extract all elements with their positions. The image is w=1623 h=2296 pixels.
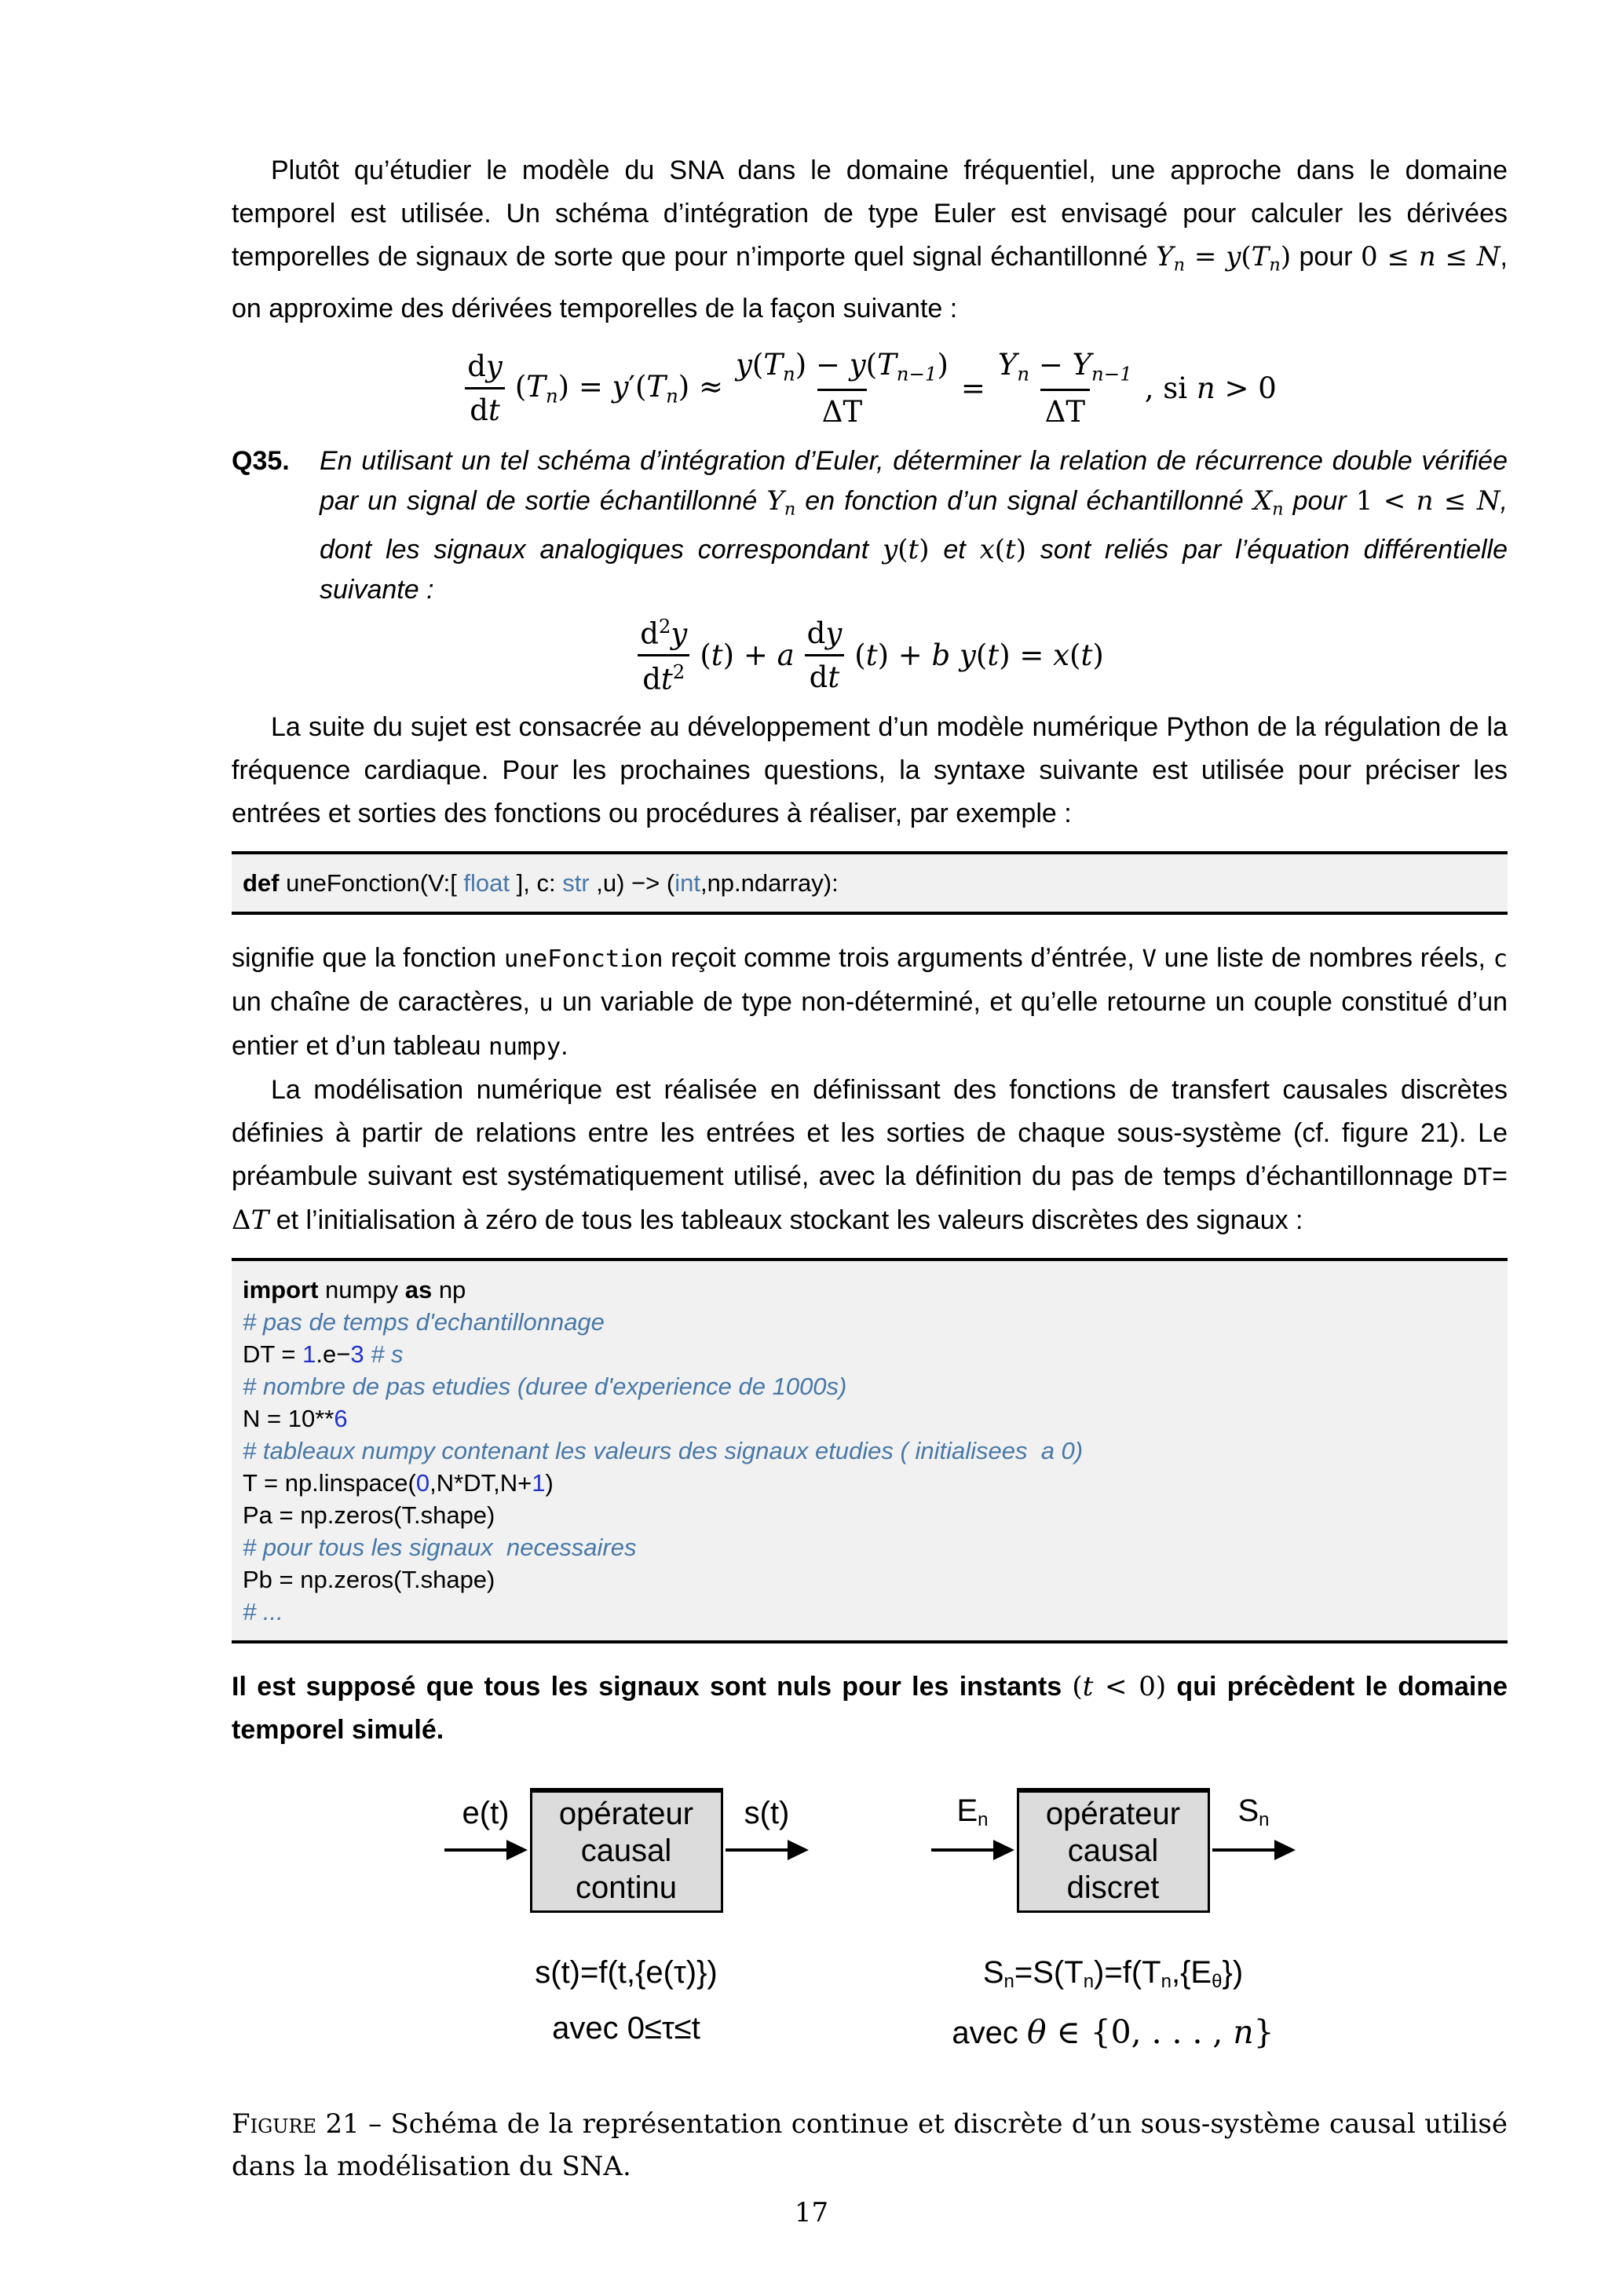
denominator: dt (805, 654, 845, 694)
operator-box (1017, 1788, 1210, 1913)
figure-21 (232, 1788, 1508, 2051)
numerator: dy (467, 349, 503, 383)
input-side (442, 1796, 530, 1852)
input-label: e(t) (462, 1796, 510, 1831)
fraction-diff-y (731, 348, 953, 429)
code-line: N = 10**6 (243, 1404, 348, 1432)
paragraph-modelisation: La modélisation numérique est réalisée en définissant des fonctions de transfert causales discrètes définies à partir de relations entre les entrées et les sorties de chaque sous-système (cf. figure 21). Le préambule suivant est systématiquement utilisé, avec la définition du pas de temps d’échantillonnage DT= ΔT et l’initialisation à zéro de tous les tableaux stockant les valeurs discrètes des signaux : (232, 1074, 1508, 1236)
code-line: # pas de temps d'echantillonnage (243, 1307, 605, 1336)
code-block-signature (232, 851, 1508, 915)
equation-condition: , si n > 0 (1144, 371, 1277, 405)
continuous-formula: s(t)=f(t,{e(τ)}) (535, 1954, 718, 1990)
output-label: s(t) (744, 1796, 790, 1831)
code-line: Pb = np.zeros(T.shape) (243, 1565, 495, 1593)
fraction-d2y-dt2 (635, 615, 692, 696)
figure-caption: Figure 21 – Schéma de la représentation continue et discrète d’un sous-système causal utilisé dans la modélisation du SNA. (232, 2108, 1508, 2182)
code-line: T = np.linspace(0,N*DT,N+1) (243, 1468, 554, 1497)
code-line: # nombre de pas etudies (duree d'experience de 1000s) (243, 1372, 847, 1400)
code-line: # pour tous les signaux necessaires (243, 1533, 637, 1561)
denominator: $dt^2$ (638, 654, 689, 696)
code-block-preamble (232, 1258, 1508, 1643)
equation-middle: (t) + a (700, 638, 795, 673)
page-number: 17 (794, 2197, 829, 2228)
equals-sign: = (960, 371, 985, 405)
arrow-right-icon (726, 1848, 788, 1852)
denominator: dt (465, 387, 505, 427)
diagram-discrete (929, 1788, 1298, 2051)
operator-box-line: causal (580, 1834, 672, 1869)
numerator: $d^2y$ (640, 614, 688, 651)
diagram-continuous (442, 1788, 811, 2051)
operator-box-line: continu (576, 1870, 677, 1906)
paragraph-intro: Plutôt qu’étudier le modèle du SNA dans le domaine fréquentiel, une approche dans le domaine temporel est utilisée. Un schéma d’intégration de type Euler est envisagé pour calculer les dérivées temporelles de signaux de sorte que pour n’importe quel signal échantillonné $Y_n = y(T_n)$ pour 0 ≤ n ≤ N, on approxime des dérivées temporelles de la façon suivante : (232, 155, 1508, 324)
operator-box-line: discret (1066, 1870, 1160, 1906)
continuous-condition: avec 0≤τ≤t (552, 2010, 700, 2046)
input-label: En (956, 1793, 989, 1831)
code-line: Pa = np.zeros(T.shape) (243, 1501, 495, 1529)
operator-box-line: opérateur (1045, 1797, 1181, 1832)
arrow-right-icon (1212, 1848, 1275, 1852)
denominator: ΔT (1040, 389, 1090, 429)
equation-middle: $(T_n) = y'(T_n)$ ≈ (514, 369, 723, 408)
output-side (1210, 1793, 1298, 1852)
operator-box-line: causal (1067, 1834, 1159, 1869)
equation-ode (232, 615, 1508, 696)
output-side (723, 1796, 811, 1852)
input-side (929, 1793, 1017, 1852)
code-line: import numpy as np (243, 1275, 466, 1303)
diagram-row (442, 1788, 811, 1913)
discrete-formula: Sn=S(Tn)=f(Tn,{Eθ}) (982, 1954, 1244, 1992)
arrow-right-icon (931, 1848, 994, 1852)
content-column (232, 0, 1508, 2188)
equation-euler (232, 348, 1508, 429)
fraction-diff-Y (993, 348, 1137, 429)
paragraph-suite: La suite du sujet est consacrée au développement d’un modèle numérique Python de la régulation de la fréquence cardiaque. Pour les prochaines questions, la syntaxe suivante est utilisée pour préciser les entrées et sorties des fonctions ou procédures à réaliser, par exemple : (232, 711, 1508, 828)
code-line: def uneFonction(V:[ float ], c: str ,u) −> (int,np.ndarray): (243, 868, 839, 897)
operator-box (530, 1788, 723, 1913)
numerator: $y(T_n) - y(T_{n-1})$ (736, 347, 949, 386)
numerator: dy (806, 616, 843, 651)
q35-text: En utilisant un tel schéma d’intégration d’Euler, déterminer la relation de récurrence double vérifiée par un signal de sortie échantillonné $Y_n$ en fonction d’un signal échantillonné $X_n$ pour 1 < n ≤ N, dont les signaux analogiques correspondant y(t) et x(t) sont reliés par l’équation différentielle suivante : (320, 446, 1508, 605)
operator-box-line: opérateur (558, 1797, 694, 1832)
note-bold: Il est supposé que tous les signaux sont nuls pour les instants (t < 0) qui précèdent le domaine temporel simulé. (232, 1670, 1508, 1745)
discrete-condition: avec θ ∈ {0, . . . , n} (952, 2013, 1274, 2051)
code-line: # tableaux numpy contenant les valeurs des signaux etudies ( initialisees a 0) (243, 1436, 1084, 1464)
diagram-row (929, 1788, 1298, 1913)
numerator: $Y_n - Y_{n-1}$ (997, 347, 1132, 386)
paragraph-signifie: signifie que la fonction uneFonction reçoit comme trois arguments d’éntrée, V une liste de nombres réels, c un chaîne de caractères, u un variable de type non-déterminé, et qu’elle retourne un couple constitué d’un entier et d’un tableau numpy. (232, 942, 1508, 1061)
fraction-dy-dt (462, 349, 507, 427)
code-line: DT = 1.e−3 # s (243, 1340, 404, 1368)
q35-item (232, 441, 1508, 610)
fraction-dy-dt (802, 616, 847, 694)
denominator: ΔT (817, 389, 867, 429)
equation-tail: (t) + b y(t) = x(t) (854, 638, 1104, 673)
code-line: # ... (243, 1597, 283, 1625)
arrow-right-icon (444, 1848, 507, 1852)
q35-label: Q35. (232, 446, 290, 477)
output-label: Sn (1237, 1793, 1270, 1831)
